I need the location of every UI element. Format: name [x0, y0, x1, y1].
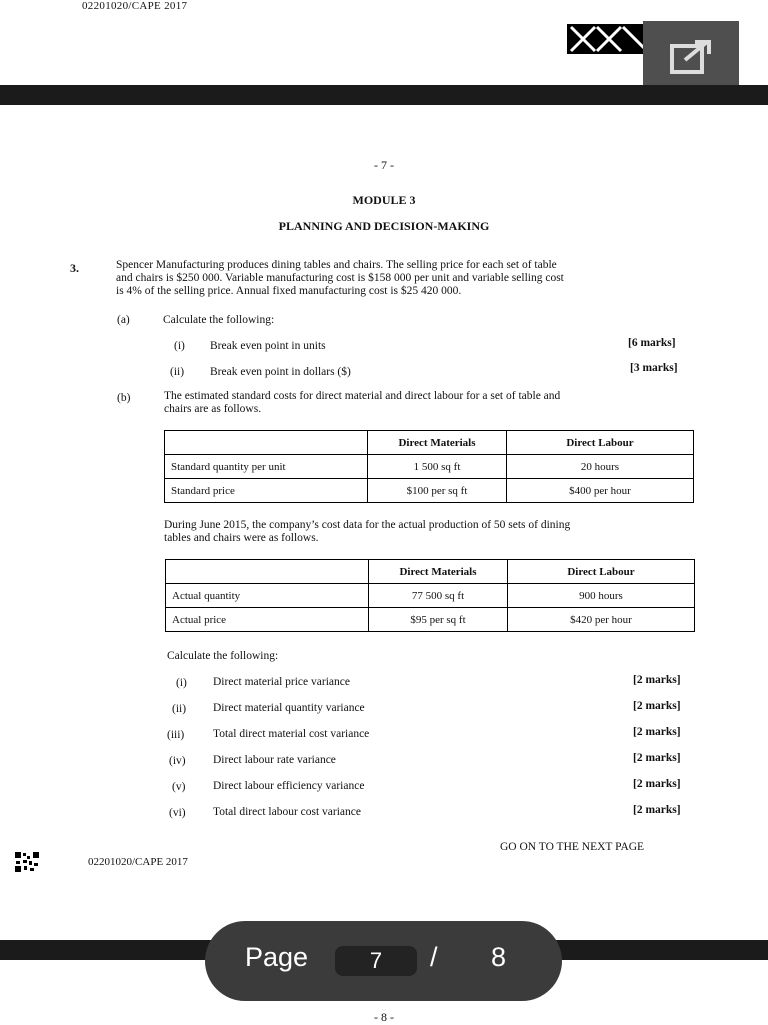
- item-num: (i): [174, 340, 185, 352]
- go-on-text: GO ON TO THE NEXT PAGE: [500, 841, 645, 853]
- item-num: (vi): [169, 807, 186, 819]
- table-cell: $420 per hour: [508, 608, 695, 632]
- table-header: Direct Materials: [368, 431, 507, 455]
- mid-line: tables and chairs were as follows.: [164, 532, 319, 544]
- page-total: 8: [491, 942, 507, 972]
- table-row: [166, 584, 695, 608]
- table-header-row: [165, 431, 694, 455]
- page-separator: /: [430, 942, 438, 972]
- part-b-line: chairs are as follows.: [164, 403, 262, 415]
- table-cell: [165, 431, 368, 455]
- item-num: (ii): [170, 366, 185, 378]
- table-header: Direct Labour: [507, 431, 694, 455]
- item-text: Break even point in dollars ($): [210, 366, 351, 378]
- table-cell: 1 500 sq ft: [368, 455, 507, 479]
- item-marks: [2 marks]: [633, 752, 681, 764]
- mid-line: During June 2015, the company’s cost data for the actual production of 50 sets of dining: [164, 519, 571, 531]
- item-marks: [2 marks]: [633, 700, 681, 712]
- item-text: Direct labour efficiency variance: [213, 780, 365, 792]
- table-header: Direct Labour: [508, 560, 695, 584]
- table-row: [166, 608, 695, 632]
- item-marks: [2 marks]: [633, 674, 681, 686]
- item-num: (v): [172, 781, 186, 793]
- table-header: Direct Materials: [369, 560, 508, 584]
- table-cell: $100 per sq ft: [368, 479, 507, 503]
- item-num: (ii): [172, 703, 187, 715]
- part-b-line: The estimated standard costs for direct material and direct labour for a set of table and: [164, 390, 561, 402]
- table-cell: 900 hours: [508, 584, 695, 608]
- table-cell: Actual price: [166, 608, 369, 632]
- redacted-mark: [567, 24, 645, 54]
- question-number: 3.: [70, 261, 79, 275]
- item-marks: [3 marks]: [630, 362, 678, 374]
- standard-cost-table: [164, 430, 694, 503]
- next-page-number: - 8 -: [374, 1010, 394, 1024]
- item-text: Direct material price variance: [213, 676, 350, 688]
- actual-cost-intro: [164, 519, 570, 545]
- table-cell: Actual quantity: [166, 584, 369, 608]
- intro-line: and chairs is $250 000. Variable manufacturing cost is $158 000 per unit and variable selling cost: [116, 272, 564, 284]
- calc-text: Calculate the following:: [167, 650, 279, 662]
- intro-line: Spencer Manufacturing produces dining tables and chairs. The selling price for each set of table: [116, 259, 557, 271]
- table-row: [165, 455, 694, 479]
- table-header-row: [166, 560, 695, 584]
- part-b-text: [164, 390, 560, 416]
- item-num: (iii): [167, 729, 185, 741]
- item-marks: [6 marks]: [628, 337, 676, 349]
- table-cell: Standard price: [165, 479, 368, 503]
- item-text: Total direct material cost variance: [213, 728, 370, 740]
- item-num: (iv): [169, 755, 186, 767]
- item-marks: [2 marks]: [633, 726, 681, 738]
- page-label: Page: [245, 942, 309, 972]
- actual-cost-table: [165, 559, 695, 632]
- page-divider-top: [0, 85, 768, 105]
- item-marks: [2 marks]: [633, 804, 681, 816]
- table-cell: Standard quantity per unit: [165, 455, 368, 479]
- exam-code-top: 02201020/CAPE 2017: [82, 0, 188, 12]
- qr-code-icon: [14, 851, 40, 873]
- exam-code-footer: 02201020/CAPE 2017: [88, 856, 188, 868]
- table-cell: $400 per hour: [507, 479, 694, 503]
- item-text: Total direct labour cost variance: [213, 806, 361, 818]
- table-cell: $95 per sq ft: [369, 608, 508, 632]
- question-intro: [116, 259, 564, 298]
- item-text: Direct labour rate variance: [213, 754, 336, 766]
- item-text: Direct material quantity variance: [213, 702, 365, 714]
- table-cell: 77 500 sq ft: [369, 584, 508, 608]
- item-text: Break even point in units: [210, 340, 326, 352]
- page-number-input[interactable]: 7: [335, 946, 417, 976]
- item-marks: [2 marks]: [633, 778, 681, 790]
- module-subtitle: PLANNING AND DECISION-MAKING: [278, 219, 490, 233]
- open-external-icon: [669, 38, 713, 79]
- table-cell: 20 hours: [507, 455, 694, 479]
- item-num: (i): [176, 677, 187, 689]
- table-row: [165, 479, 694, 503]
- module-title: MODULE 3: [352, 193, 416, 207]
- page-number: - 7 -: [374, 158, 394, 172]
- part-a-label: (a): [117, 314, 130, 326]
- part-a-text: Calculate the following:: [163, 314, 275, 326]
- table-cell: [166, 560, 369, 584]
- intro-line: is 4% of the selling price. Annual fixed manufacturing cost is $25 420 000.: [116, 285, 462, 297]
- part-b-label: (b): [117, 392, 131, 404]
